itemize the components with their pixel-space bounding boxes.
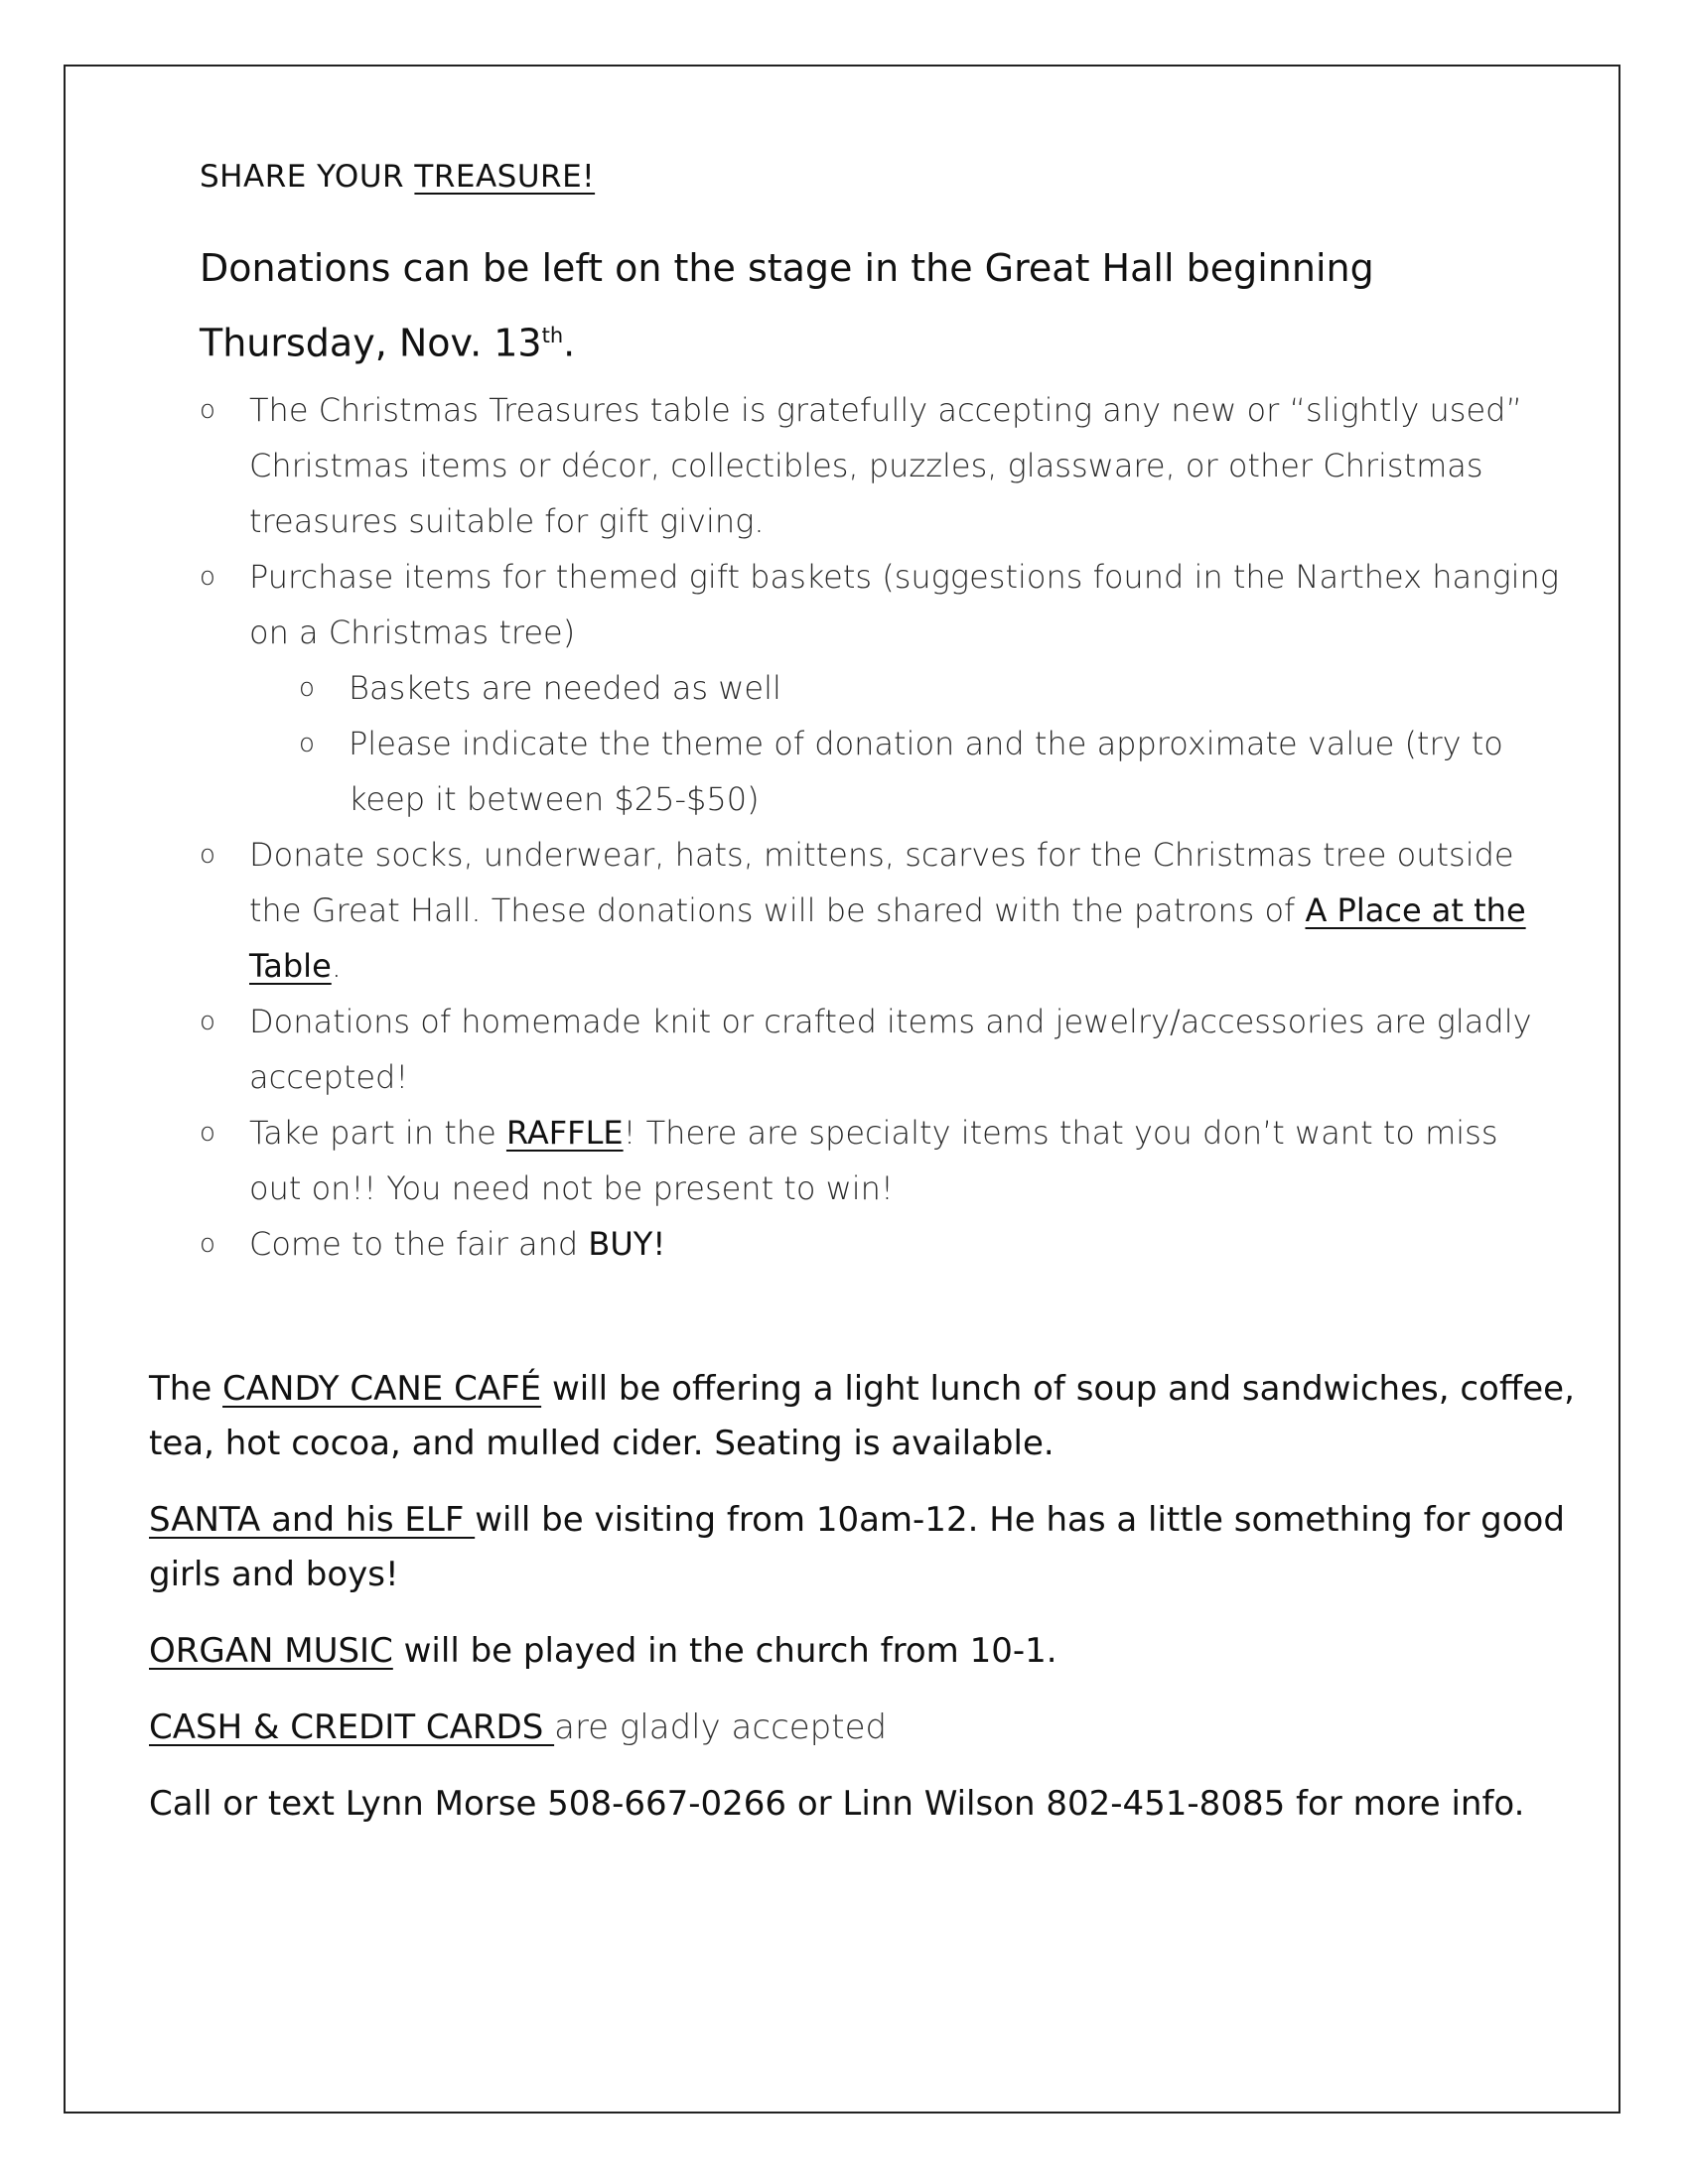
santa-paragraph — [149, 1493, 1579, 1602]
event-details — [149, 1362, 1579, 1853]
bullet-marker: o — [299, 729, 315, 758]
cafe-text: will be offering a light lunch of soup and sandwiches, coffee, tea, hot cocoa, and mulled cider. Seating is available. — [149, 1369, 1575, 1463]
bullet-text: Donations of homemade knit or crafted items and jewelry/accessories are gladly accepted! — [249, 1003, 1532, 1096]
sub-list — [299, 660, 1560, 827]
santa-text: will be visiting from 10am-12. He has a little something for good girls and boys! — [149, 1500, 1565, 1594]
payment-text: are gladly accepted — [554, 1707, 888, 1747]
bullet-text-end: ! There are specialty items that you don’t want to miss out on!! You need not be present to win! — [249, 1114, 1498, 1207]
intro-sup: th — [541, 324, 564, 347]
bullet-marker: o — [200, 1007, 215, 1036]
bullet-marker: o — [200, 1118, 215, 1148]
place-at-table-link[interactable]: A Place at the Table — [249, 891, 1526, 985]
intro-paragraph — [200, 234, 1451, 377]
organ-text: will be played in the church from 10-1. — [392, 1631, 1057, 1671]
list-item — [200, 827, 1560, 994]
organ-name: ORGAN MUSIC — [149, 1631, 393, 1671]
intro-text: Donations can be left on the stage in the Great Hall beginning Thursday, Nov. 13 — [200, 246, 1374, 365]
list-item — [299, 716, 1560, 827]
cafe-paragraph — [149, 1362, 1579, 1471]
list-item — [200, 1105, 1560, 1216]
list-item — [200, 382, 1560, 549]
bullet-marker: o — [200, 395, 215, 425]
bullet-end: . — [331, 947, 342, 985]
raffle-text: RAFFLE — [505, 1114, 624, 1152]
bullet-text: Purchase items for themed gift baskets (suggestions found in the Narthex hanging on a Christmas tree) — [249, 558, 1560, 651]
cafe-pre: The — [149, 1369, 223, 1409]
bullet-marker: o — [299, 673, 315, 703]
contact-text: Call or text Lynn Morse 508-667-0266 or Linn Wilson 802-451-8085 for more info. — [149, 1784, 1525, 1824]
cafe-name: CANDY CANE CAFÉ — [222, 1369, 542, 1409]
payment-name: CASH & CREDIT CARDS — [149, 1707, 555, 1747]
bullet-text: Donate socks, underwear, hats, mittens, scarves for the Christmas tree outside the Great Hall. These donations will be shared with the patrons of — [249, 836, 1514, 929]
page-title — [200, 159, 595, 195]
list-item — [200, 1216, 1560, 1272]
buy-text: BUY! — [588, 1225, 666, 1263]
bullet-text: The Christmas Treasures table is gratefully accepting any new or “slightly used” Christmas items or décor, collectibles, puzzles, glassware, or other Christmas treasures suitable for gift giving. — [249, 391, 1523, 540]
bullet-marker: o — [200, 1229, 215, 1259]
bullet-marker: o — [200, 840, 215, 870]
title-underlined: TREASURE! — [414, 159, 596, 195]
contact-paragraph — [149, 1777, 1579, 1832]
donation-list — [200, 382, 1560, 1272]
bullet-text: Come to the fair and — [249, 1225, 589, 1263]
santa-name: SANTA and his ELF — [149, 1500, 476, 1540]
intro-end: . — [563, 321, 576, 365]
bullet-text: Baskets are needed as well — [349, 669, 781, 707]
bullet-text: Take part in the — [249, 1114, 506, 1152]
list-item — [200, 549, 1560, 827]
bullet-text: Please indicate the theme of donation and the approximate value (try to keep it between $25-$50) — [349, 725, 1503, 818]
bullet-marker: o — [200, 562, 215, 592]
payment-paragraph — [149, 1701, 1579, 1755]
list-item — [299, 660, 1560, 716]
title-plain: SHARE YOUR — [200, 159, 415, 195]
list-item — [200, 994, 1560, 1105]
organ-paragraph — [149, 1624, 1579, 1679]
